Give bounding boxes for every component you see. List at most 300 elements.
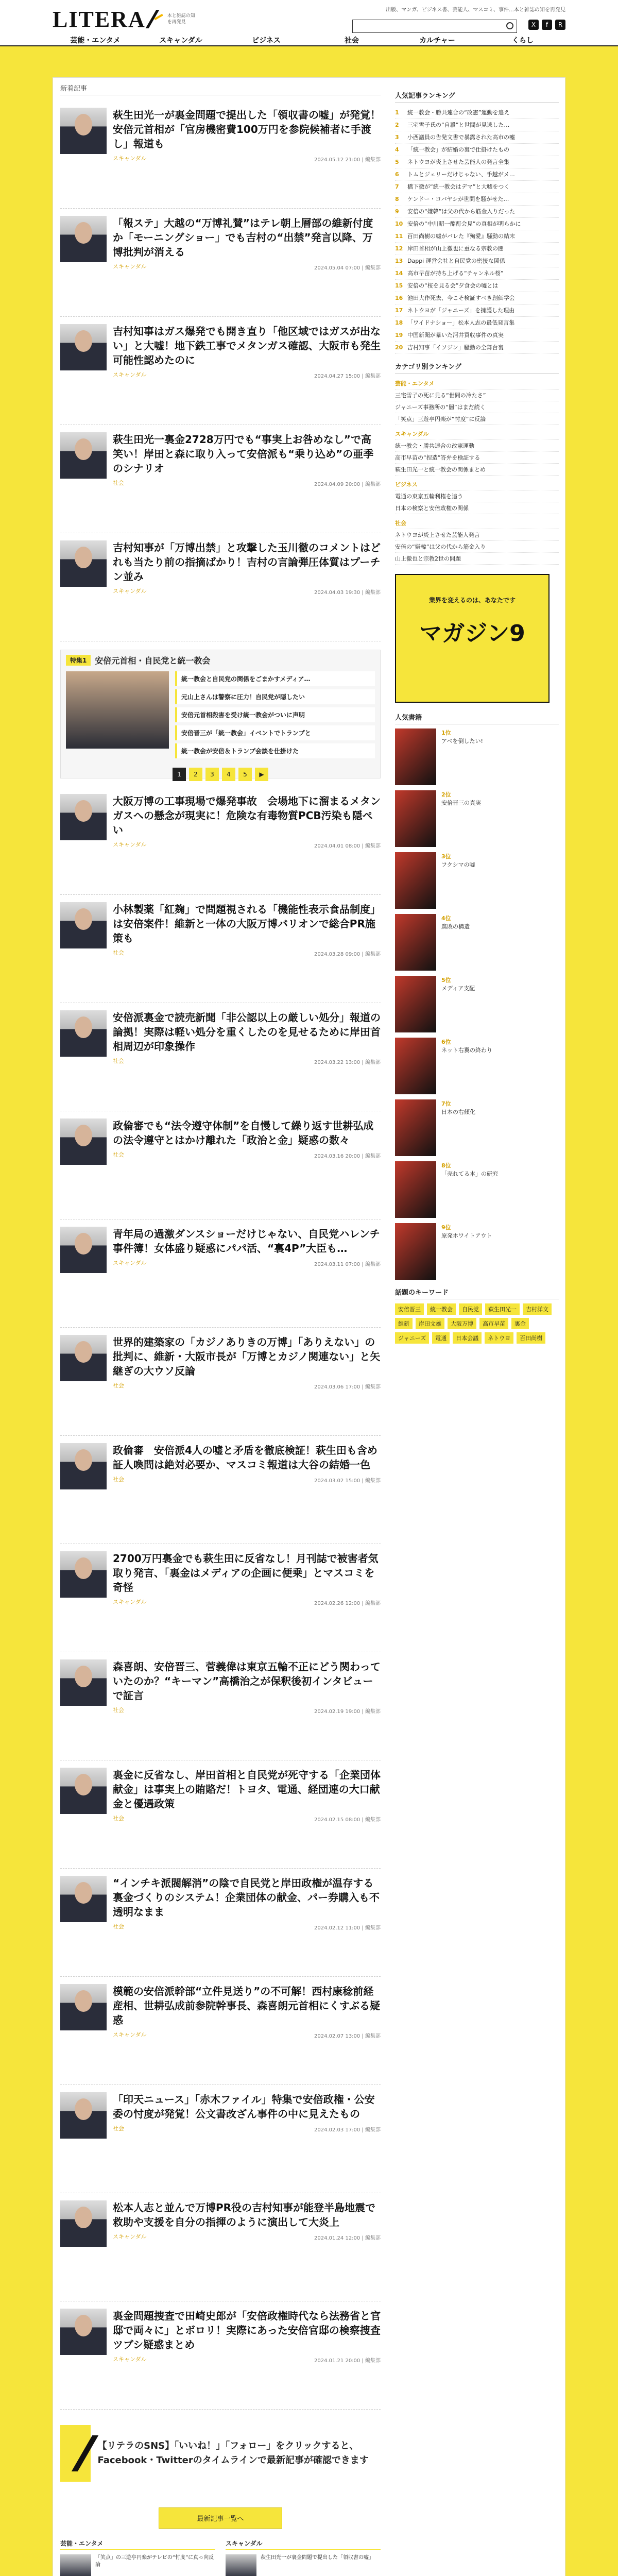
special-item[interactable]: 元山上さんは警察に圧力！自民党が隠したい xyxy=(175,689,375,704)
ranking-item[interactable] xyxy=(395,280,559,292)
article-category[interactable]: スキャンダル xyxy=(113,371,147,378)
article-body xyxy=(113,432,381,526)
article-date: 2024.03.11 07:00 | 編集部 xyxy=(314,1262,381,1267)
book-rank: 2位 xyxy=(441,791,451,798)
article-item[interactable] xyxy=(60,1219,381,1328)
keyword-tag[interactable]: ジャニーズ xyxy=(395,1332,429,1344)
article-title[interactable]: 「報ステ」大越の“万博礼賛”はテレ朝上層部の維新付度か「モーニングショー」でも吉村の“出禁”発言以降、万博批判が消える xyxy=(113,217,373,258)
nav-item[interactable]: くらし xyxy=(512,37,534,45)
category-rank-heading: 社会 xyxy=(395,517,559,529)
special-list xyxy=(175,671,375,761)
article-date: 2024.02.12 11:00 | 編集部 xyxy=(314,1925,381,1931)
book-title[interactable]: 原発ホワイトアウト xyxy=(441,1232,492,1239)
article-thumbnail[interactable] xyxy=(60,794,107,840)
ranking-number: 16 xyxy=(395,295,403,301)
keyword-tag[interactable]: 岸田文雄 xyxy=(416,1318,444,1329)
logo-tagline: 本と雑誌の知を再発見 xyxy=(167,13,195,25)
article-thumbnail[interactable] xyxy=(60,1443,107,1489)
article-title[interactable]: “インチキ派閥解消”の陰で自民党と岸田政権が温存する裏金づくりのシステム！企業団体の献金、パー券購入も不透明なまま xyxy=(113,1877,380,1918)
article-item[interactable] xyxy=(60,100,381,209)
keyword-tag[interactable]: 統一教会 xyxy=(427,1303,456,1315)
article-thumbnail[interactable] xyxy=(60,902,107,948)
ranking-number: 5 xyxy=(395,159,399,165)
article-category[interactable]: 社会 xyxy=(113,950,124,956)
article-category[interactable]: スキャンダル xyxy=(113,2233,147,2240)
ranking-item[interactable] xyxy=(395,107,559,119)
article-category[interactable]: 社会 xyxy=(113,1923,124,1930)
ranking-title[interactable]: 高市早苗が持ち上げる“チャンネル桜” xyxy=(407,270,504,277)
sidebar xyxy=(395,78,565,1359)
article-title[interactable]: 森喜朗、安倍晋三、菅義偉は東京五輪不正にどう関わっていたのか？“キーマン”高橋治之が保釈後初インタビューで証言 xyxy=(113,1660,381,1702)
keyword-tag[interactable]: 安倍晋三 xyxy=(395,1303,424,1315)
ranking-number: 12 xyxy=(395,245,403,252)
ranking-title[interactable]: ネトウヨが「ジャニーズ」を擁護した理由 xyxy=(407,307,515,314)
special-title[interactable]: 安倍元首相・自民党と統一教会 xyxy=(95,656,211,666)
category-article-thumb[interactable] xyxy=(60,2554,91,2576)
article-body xyxy=(113,1118,381,1212)
keyword-tag[interactable]: 吉村洋文 xyxy=(523,1303,552,1315)
ranking-item[interactable] xyxy=(395,255,559,267)
book-item[interactable] xyxy=(395,790,559,847)
article-thumbnail[interactable] xyxy=(60,1659,107,1706)
ranking-title[interactable]: 中国新聞が暴いた河井買収事件の真実 xyxy=(407,332,504,338)
book-title[interactable]: 日本の右傾化 xyxy=(441,1109,475,1115)
article-thumbnail[interactable] xyxy=(60,324,107,370)
site-description: 出版、マンガ、ビジネス書、芸能人、マスコミ、事件…本と雑誌の知を再発見 xyxy=(386,7,565,13)
article-category[interactable]: 社会 xyxy=(113,2125,124,2132)
article-category[interactable]: 社会 xyxy=(113,1707,124,1714)
article-category[interactable]: 社会 xyxy=(113,1058,124,1064)
keyword-title: 話題のキーワード xyxy=(395,1287,559,1299)
article-category[interactable]: スキャンダル xyxy=(113,1260,147,1266)
article-category[interactable]: スキャンダル xyxy=(113,155,147,162)
article-thumbnail[interactable] xyxy=(60,1551,107,1598)
ranking-item[interactable] xyxy=(395,206,559,218)
ranking-item[interactable] xyxy=(395,342,559,354)
article-body xyxy=(113,2092,381,2185)
ranking-title[interactable]: Dappi 運営会社と自民党の密接な関係 xyxy=(407,258,505,264)
book-cover[interactable] xyxy=(395,790,436,847)
article-title[interactable]: 吉村知事が「万博出禁」と攻撃した玉川徹のコメントはどれも当たり前の指摘ばかり！吉村の言論弾圧体質はプーチン並み xyxy=(113,541,381,583)
book-cover[interactable] xyxy=(395,1099,436,1156)
litera-logo-icon xyxy=(60,2425,91,2482)
special-item[interactable]: 統一教会が安倍＆トランプ会談を仕掛けた xyxy=(175,743,375,758)
ranking-number: 15 xyxy=(395,282,403,289)
book-item[interactable] xyxy=(395,1099,559,1156)
article-date: 2024.01.24 12:00 | 編集部 xyxy=(314,2235,381,2241)
ranking-number: 18 xyxy=(395,319,403,326)
keyword-tag[interactable]: 自民党 xyxy=(459,1303,482,1315)
ranking-number: 10 xyxy=(395,221,403,227)
pager-button[interactable]: ▶ xyxy=(255,768,268,781)
article-title[interactable]: 吉村知事はガス爆発でも開き直り「他区域ではガスが出ない」と大嘘！地下鉄工事でメタンガス確認、大阪市も発生可能性認めたのに xyxy=(113,325,381,366)
book-title[interactable]: メディア支配 xyxy=(441,985,475,992)
article-item[interactable] xyxy=(60,2193,381,2301)
ranking-title[interactable]: トムとジェリーだけじゃない、手越がメ… xyxy=(407,171,515,178)
article-title[interactable]: 「印天ニュース」「赤木ファイル」特集で安倍政権・公安委の忖度が発覚！公文書改ざん事件の中に見えたもの xyxy=(113,2093,375,2120)
content-wrapper xyxy=(53,77,565,2576)
article-title[interactable]: 萩生田光一裏金2728万円でも“事実上お咎めなし”で高笑い！岸田と森に取り入って安倍派も“乗り込め”の亜季のシナリオ xyxy=(113,433,374,474)
article-title[interactable]: 松本人志と並んで万博PR役の吉村知事が能登半島地震で救助や支援を自分の指揮のように演出して大炎上 xyxy=(113,2201,376,2228)
ranking-title[interactable]: 岸田首相が山上徹也に重なる宗教の闇 xyxy=(407,245,504,252)
article-date: 2024.05.12 21:00 | 編集部 xyxy=(314,157,381,163)
ranking-number: 7 xyxy=(395,183,399,190)
article-list xyxy=(60,100,381,641)
article-date: 2024.02.19 19:00 | 編集部 xyxy=(314,1709,381,1715)
book-item[interactable] xyxy=(395,1223,559,1280)
category-rank-item[interactable]: 統一教会・勝共連合の改憲運動 xyxy=(395,440,559,452)
book-cover[interactable] xyxy=(395,1223,436,1280)
book-rank: 8位 xyxy=(441,1162,451,1169)
ranking-item[interactable] xyxy=(395,329,559,342)
ranking-number: 2 xyxy=(395,122,399,128)
ranking-item[interactable] xyxy=(395,243,559,255)
article-item[interactable] xyxy=(60,1003,381,1111)
pager-button[interactable]: 2 xyxy=(189,768,202,781)
article-title[interactable]: 萩生田光一が裏金問題で提出した「領収書の嘘」が発覚！安倍元首相が「官房機密費100万円を参院候補者に手渡し」報道も xyxy=(113,109,381,150)
keyword-tag[interactable]: 日本会議 xyxy=(453,1332,482,1344)
pager-button[interactable]: 3 xyxy=(205,768,219,781)
more-articles-button[interactable]: 最新記事一覧へ xyxy=(159,2507,282,2529)
article-item[interactable] xyxy=(60,209,381,317)
article-date: 2024.03.28 09:00 | 編集部 xyxy=(314,952,381,957)
article-thumbnail[interactable] xyxy=(60,1984,107,2030)
article-thumbnail[interactable] xyxy=(60,1876,107,1922)
category-rank-item[interactable]: 高市早苗の“捏造”答弁を検証する xyxy=(395,452,559,464)
article-body xyxy=(113,1876,381,1969)
book-item[interactable] xyxy=(395,728,559,785)
keyword-tag[interactable]: 電通 xyxy=(432,1332,450,1344)
book-title[interactable]: 安倍晋三の真実 xyxy=(441,800,481,806)
ranking-item[interactable] xyxy=(395,292,559,304)
article-item[interactable] xyxy=(60,787,381,895)
article-title[interactable]: 政倫審 安倍派4人の嘘と矛盾を徹底検証！萩生田も含め証人喚問は絶対必要か、マスコミ報道は大谷の結婚一色 xyxy=(113,1444,377,1471)
ranking-title: 人気記事ランキング xyxy=(395,90,559,103)
special-image[interactable] xyxy=(66,671,169,749)
article-item[interactable] xyxy=(60,1760,381,1869)
article-item[interactable] xyxy=(60,1977,381,2085)
article-thumbnail[interactable] xyxy=(60,1227,107,1273)
category-rank-heading: ビジネス xyxy=(395,479,559,490)
article-item[interactable] xyxy=(60,1436,381,1544)
ranking-title[interactable]: 三宅雪子氏の“自殺”と世間が見逃した… xyxy=(407,122,510,128)
book-cover[interactable] xyxy=(395,1038,436,1094)
search-box xyxy=(352,20,517,33)
books-title: 人気書籍 xyxy=(395,712,559,724)
article-date: 2024.03.22 13:00 | 編集部 xyxy=(314,1060,381,1065)
article-title[interactable]: 裏金問題捜査で田崎史郎が「安倍政権時代なら法務省と官邸で両々に」とボロリ！実際にあった安倍官邸の検察捜査ツブシ疑惑まとめ xyxy=(113,2310,381,2351)
ad-banner[interactable] xyxy=(395,574,550,703)
ranking-number: 14 xyxy=(395,270,403,277)
book-title[interactable]: ネット右翼の終わり xyxy=(441,1047,492,1054)
pager-button[interactable]: 5 xyxy=(238,768,252,781)
ranking-item[interactable] xyxy=(395,218,559,230)
ranking-title[interactable]: 池田大作死去、今こそ検証すべき創価学会 xyxy=(407,295,515,301)
ranking-title[interactable]: 「ワイドナショー」松本人志の最低発言集 xyxy=(407,319,515,326)
article-body xyxy=(113,324,381,417)
keyword-tag[interactable]: 高市早苗 xyxy=(479,1318,508,1329)
article-date: 2024.01.21 20:00 | 編集部 xyxy=(314,2358,381,2364)
ranking-title[interactable]: 吉村知事「イソジン」騒動の全舞台裏 xyxy=(407,344,504,351)
category-rank-item[interactable]: 三宅雪子の死に見る“世間の冷たさ” xyxy=(395,389,559,401)
ranking-number: 17 xyxy=(395,307,403,314)
category-article-title[interactable]: 萩生田光一が裏金問題で提出した「領収書の嘘」 xyxy=(261,2555,374,2561)
article-item[interactable] xyxy=(60,1328,381,1436)
nav-item[interactable]: カルチャー xyxy=(419,37,455,45)
article-category[interactable]: スキャンダル xyxy=(113,841,147,848)
article-thumbnail[interactable] xyxy=(60,1768,107,1814)
ranking-item[interactable] xyxy=(395,156,559,168)
book-list xyxy=(395,728,559,1280)
book-rank: 7位 xyxy=(441,1100,451,1107)
book-cover[interactable] xyxy=(395,976,436,1032)
article-date: 2024.03.16 20:00 | 編集部 xyxy=(314,1154,381,1159)
category-block-title[interactable]: スキャンダル xyxy=(226,2539,381,2550)
article-body xyxy=(113,794,381,887)
category-rank-item[interactable]: 萩生田光一と統一教会の関係まとめ xyxy=(395,464,559,476)
article-title[interactable]: 世界的建築家の「カジノありきの万博」「ありえない」の批判に、維新・大阪市長が「万博とカジノ関連ない」と矢継ぎの大ウソ反論 xyxy=(113,1336,381,1377)
ranking-item[interactable] xyxy=(395,144,559,156)
article-date: 2024.02.03 17:00 | 編集部 xyxy=(314,2127,381,2133)
book-title[interactable]: 腐敗の構造 xyxy=(441,923,470,930)
site-header xyxy=(0,0,618,46)
article-thumbnail[interactable] xyxy=(60,1118,107,1165)
book-item[interactable] xyxy=(395,914,559,971)
article-body xyxy=(113,1227,381,1320)
article-thumbnail[interactable] xyxy=(60,2092,107,2139)
article-thumbnail[interactable] xyxy=(60,108,107,154)
category-rank-item[interactable]: 「笑点」三遊亭円楽が“忖度”に反論 xyxy=(395,413,559,425)
ranking-title[interactable]: ネトウヨが炎上させた芸能人の発言全集 xyxy=(407,159,509,165)
article-body xyxy=(113,1010,381,1104)
section-title: 新着記事 xyxy=(60,83,381,95)
ranking-number: 6 xyxy=(395,171,399,178)
article-item[interactable] xyxy=(60,1544,381,1652)
article-body xyxy=(113,1768,381,1861)
ranking-item[interactable] xyxy=(395,317,559,329)
ranking-list xyxy=(395,107,559,354)
nav-item[interactable]: 社会 xyxy=(345,37,359,45)
keyword-tag[interactable]: 萩生田光一 xyxy=(485,1303,520,1315)
article-date: 2024.02.26 12:00 | 編集部 xyxy=(314,1601,381,1606)
article-thumbnail[interactable] xyxy=(60,540,107,587)
article-thumbnail[interactable] xyxy=(60,216,107,262)
social-links xyxy=(528,20,565,30)
article-category[interactable]: 社会 xyxy=(113,1382,124,1389)
article-body xyxy=(113,1659,381,1753)
category-blocks xyxy=(60,2539,381,2576)
article-item[interactable] xyxy=(60,533,381,641)
article-thumbnail[interactable] xyxy=(60,2200,107,2247)
article-title[interactable]: 模範の安倍派幹部“立件見送り”の不可解！西村康稔前経産相、世耕弘成前参院幹事長、森喜朗元首相にくすぶる疑惑 xyxy=(113,1985,380,2026)
book-item[interactable] xyxy=(395,1161,559,1218)
book-cover[interactable] xyxy=(395,728,436,785)
article-title[interactable]: 青年局の過激ダンスショーだけじゃない、自民党ハレンチ事件簿！女体盛り疑惑にパパ活、“裏4P”大臣も… xyxy=(113,1228,380,1255)
book-rank: 5位 xyxy=(441,977,451,984)
nav-item[interactable]: ビジネス xyxy=(252,37,281,45)
ranking-title[interactable]: 安倍の“桜を見る会”夕食会の嘘とは xyxy=(407,282,499,289)
keyword-tag[interactable]: 裏金 xyxy=(511,1318,529,1329)
keyword-list xyxy=(395,1303,559,1344)
article-body xyxy=(113,2200,381,2294)
keyword-tag[interactable]: 百田尚樹 xyxy=(517,1332,545,1344)
ranking-title[interactable]: 「統一教会」が結婚の裏で仕掛けたもの xyxy=(407,146,509,153)
article-date: 2024.04.01 08:00 | 編集部 xyxy=(314,843,381,849)
ranking-number: 3 xyxy=(395,134,399,141)
article-body xyxy=(113,540,381,634)
article-thumbnail[interactable] xyxy=(60,1010,107,1057)
book-rank: 3位 xyxy=(441,853,451,860)
category-article-title[interactable]: 「笑点」の三遊亭円楽がテレビの“忖度”に真っ向反論 xyxy=(95,2555,214,2568)
ad-line2: マガジン9 xyxy=(419,620,525,647)
article-body xyxy=(113,108,381,201)
ranking-number: 13 xyxy=(395,258,403,264)
ranking-number: 4 xyxy=(395,146,399,153)
special-feature xyxy=(60,650,381,778)
ranking-number: 20 xyxy=(395,344,403,351)
pager-button[interactable]: 1 xyxy=(173,768,186,781)
search-input[interactable] xyxy=(353,20,502,32)
article-title[interactable]: 2700万円裏金でも萩生田に反省なし！月刊誌で被害者気取り発言、「裏金はメディアの企画に便乗」とマスコミを奇怪 xyxy=(113,1552,379,1594)
category-rank-item[interactable]: ジャニーズ事務所の“闇”はまだ続く xyxy=(395,401,559,413)
article-body xyxy=(113,1551,381,1645)
ranking-item[interactable] xyxy=(395,181,559,193)
ranking-item[interactable] xyxy=(395,119,559,131)
article-category[interactable]: スキャンダル xyxy=(113,2356,147,2363)
ranking-item[interactable] xyxy=(395,304,559,317)
article-title[interactable]: 政倫審でも“法令遵守体制”を自慢して繰り返す世耕弘成の法令遵守とはかけ離れた「政治と金」疑惑の数々 xyxy=(113,1120,374,1146)
nav-item[interactable]: 芸能・エンタメ xyxy=(70,37,121,45)
ranking-number: 9 xyxy=(395,208,399,215)
article-title[interactable]: 大阪万博の工事現場で爆発事故 会場地下に溜まるメタンガスへの懸念が現実に！危険な有毒物質PCB汚染も隠ぺい xyxy=(113,795,381,836)
category-rank-item[interactable]: ネトウヨが炎上させた芸能人発言 xyxy=(395,529,559,541)
main-column xyxy=(53,78,388,2576)
article-date: 2024.04.03 19:30 | 編集部 xyxy=(314,590,381,596)
article-item[interactable] xyxy=(60,1111,381,1219)
ranking-number: 19 xyxy=(395,332,403,338)
book-title[interactable]: フクシマの嘘 xyxy=(441,861,475,868)
special-pager xyxy=(66,768,375,781)
category-article[interactable] xyxy=(226,2554,381,2576)
article-category[interactable]: スキャンダル xyxy=(113,2031,147,2038)
category-rank-item[interactable]: 安倍の“嫌韓”は父の代から筋金入り xyxy=(395,541,559,553)
special-item[interactable]: 統一教会と自民党の関係をごまかすメディア… xyxy=(175,671,375,686)
facebook-icon[interactable]: f xyxy=(542,20,552,30)
article-body xyxy=(113,902,381,995)
search-icon[interactable] xyxy=(506,22,513,29)
article-title[interactable]: 裏金に反省なし、岸田首相と自民党が死守する「企業団体献金」は事実上の賄賂だ！トヨタ、電通、経団連の大口献金と優遇政策 xyxy=(113,1769,381,1810)
book-cover[interactable] xyxy=(395,1161,436,1218)
book-cover[interactable] xyxy=(395,914,436,971)
ranking-item[interactable] xyxy=(395,267,559,280)
category-rank-item[interactable]: 山上徹也と宗教2世の問題 xyxy=(395,553,559,565)
pager-button[interactable]: 4 xyxy=(222,768,235,781)
rss-icon[interactable]: R xyxy=(555,20,565,30)
category-rank-item[interactable]: 電通の東京五輪利権を追う xyxy=(395,490,559,502)
keyword-tag[interactable]: 維新 xyxy=(395,1318,413,1329)
sns-promo xyxy=(60,2410,381,2497)
article-item[interactable] xyxy=(60,425,381,533)
twitter-icon[interactable]: X xyxy=(528,20,539,30)
article-category[interactable]: スキャンダル xyxy=(113,588,147,595)
ranking-item[interactable] xyxy=(395,193,559,206)
nav-item[interactable]: スキャンダル xyxy=(159,37,202,45)
article-list xyxy=(60,787,381,2410)
ranking-title[interactable]: 統一教会・勝共連合の“改憲”運動を追え xyxy=(407,109,510,116)
special-item[interactable]: 安倍晋三が「統一教会」イベントでトランプと xyxy=(175,725,375,740)
ranking-title[interactable]: 橋下徹が“統一教会はデマ”と大嘘をつく xyxy=(407,183,510,190)
article-date: 2024.05.04 07:00 | 編集部 xyxy=(314,265,381,271)
book-item[interactable] xyxy=(395,1038,559,1094)
article-body xyxy=(113,216,381,309)
category-article-thumb[interactable] xyxy=(226,2554,256,2576)
article-category[interactable]: 社会 xyxy=(113,1815,124,1822)
article-thumbnail[interactable] xyxy=(60,1335,107,1381)
category-rank-item[interactable]: 日本の検察と安倍政権の関係 xyxy=(395,502,559,514)
book-item[interactable] xyxy=(395,852,559,909)
article-category[interactable]: 社会 xyxy=(113,480,124,486)
book-rank: 4位 xyxy=(441,915,451,922)
special-item[interactable]: 安倍元首相殺害を受け統一教会がついに声明 xyxy=(175,707,375,722)
logo-mark-icon xyxy=(148,9,163,29)
ad-line1: 業界を変えるのは、あなたです xyxy=(428,597,516,604)
ranking-title[interactable]: 小西議員の告発文書で暴露された高市の嘘 xyxy=(407,134,515,141)
category-rank-heading: スキャンダル xyxy=(395,428,559,440)
sns-text: 【リテラのSNS】「いいね！」「フォロー」をクリックすると、Facebook・Twitterのタイムラインで最新記事が確認できます xyxy=(97,2441,369,2466)
ranking-title[interactable]: 安倍の“嫌韓”は父の代から筋金入りだった xyxy=(407,208,516,215)
article-item[interactable] xyxy=(60,1652,381,1760)
article-item[interactable] xyxy=(60,895,381,1003)
ranking-title[interactable]: 百田尚樹の嘘がバレた『殉愛』騒動の結末 xyxy=(407,233,515,240)
book-rank: 6位 xyxy=(441,1039,451,1045)
keyword-tag[interactable]: ネトウヨ xyxy=(485,1332,513,1344)
article-item[interactable] xyxy=(60,1869,381,1977)
article-item[interactable] xyxy=(60,2301,381,2410)
category-block-title[interactable]: 芸能・エンタメ xyxy=(60,2539,215,2550)
article-title[interactable]: 小林製薬「紅麹」で問題視される「機能性表示食品制度」は安倍案件！維新と一体の大阪万博バリオンで総合PR施策も xyxy=(113,903,381,944)
logo-text: LITERA xyxy=(53,6,146,32)
article-category[interactable]: 社会 xyxy=(113,1151,124,1158)
article-category[interactable]: スキャンダル xyxy=(113,1599,147,1605)
article-thumbnail[interactable] xyxy=(60,432,107,479)
article-title[interactable]: 安倍派裏金で読売新聞「非公認以上の厳しい処分」報道の論拠！実際は軽い処分を重くしたのを見せるために岸田首相周辺が印象操作 xyxy=(113,1011,381,1053)
ranking-item[interactable] xyxy=(395,230,559,243)
category-block xyxy=(60,2539,215,2576)
category-block xyxy=(226,2539,381,2576)
article-body xyxy=(113,1984,381,2077)
category-article[interactable] xyxy=(60,2554,215,2576)
ranking-number: 8 xyxy=(395,196,399,202)
keyword-tag[interactable]: 大阪万博 xyxy=(448,1318,476,1329)
article-item[interactable] xyxy=(60,2085,381,2193)
book-cover[interactable] xyxy=(395,852,436,909)
ranking-item[interactable] xyxy=(395,131,559,144)
ranking-title[interactable]: 安倍の“中川昭一酩酊会見”の真相が明らかに xyxy=(407,221,521,227)
book-title[interactable]: 「売れてる本」の研究 xyxy=(441,1171,498,1177)
ranking-title[interactable]: ケンドー・コバヤシが世間を騒がせた… xyxy=(407,196,509,202)
article-thumbnail[interactable] xyxy=(60,2309,107,2355)
article-date: 2024.02.15 08:00 | 編集部 xyxy=(314,1817,381,1823)
article-item[interactable] xyxy=(60,317,381,425)
book-title[interactable]: アベを倒したい! xyxy=(441,738,483,744)
book-item[interactable] xyxy=(395,976,559,1032)
site-logo[interactable] xyxy=(53,6,198,32)
article-category[interactable]: 社会 xyxy=(113,1476,124,1483)
article-category[interactable]: スキャンダル xyxy=(113,263,147,270)
article-date: 2024.04.09 20:00 | 編集部 xyxy=(314,482,381,487)
ranking-item[interactable] xyxy=(395,168,559,181)
article-body xyxy=(113,1335,381,1428)
